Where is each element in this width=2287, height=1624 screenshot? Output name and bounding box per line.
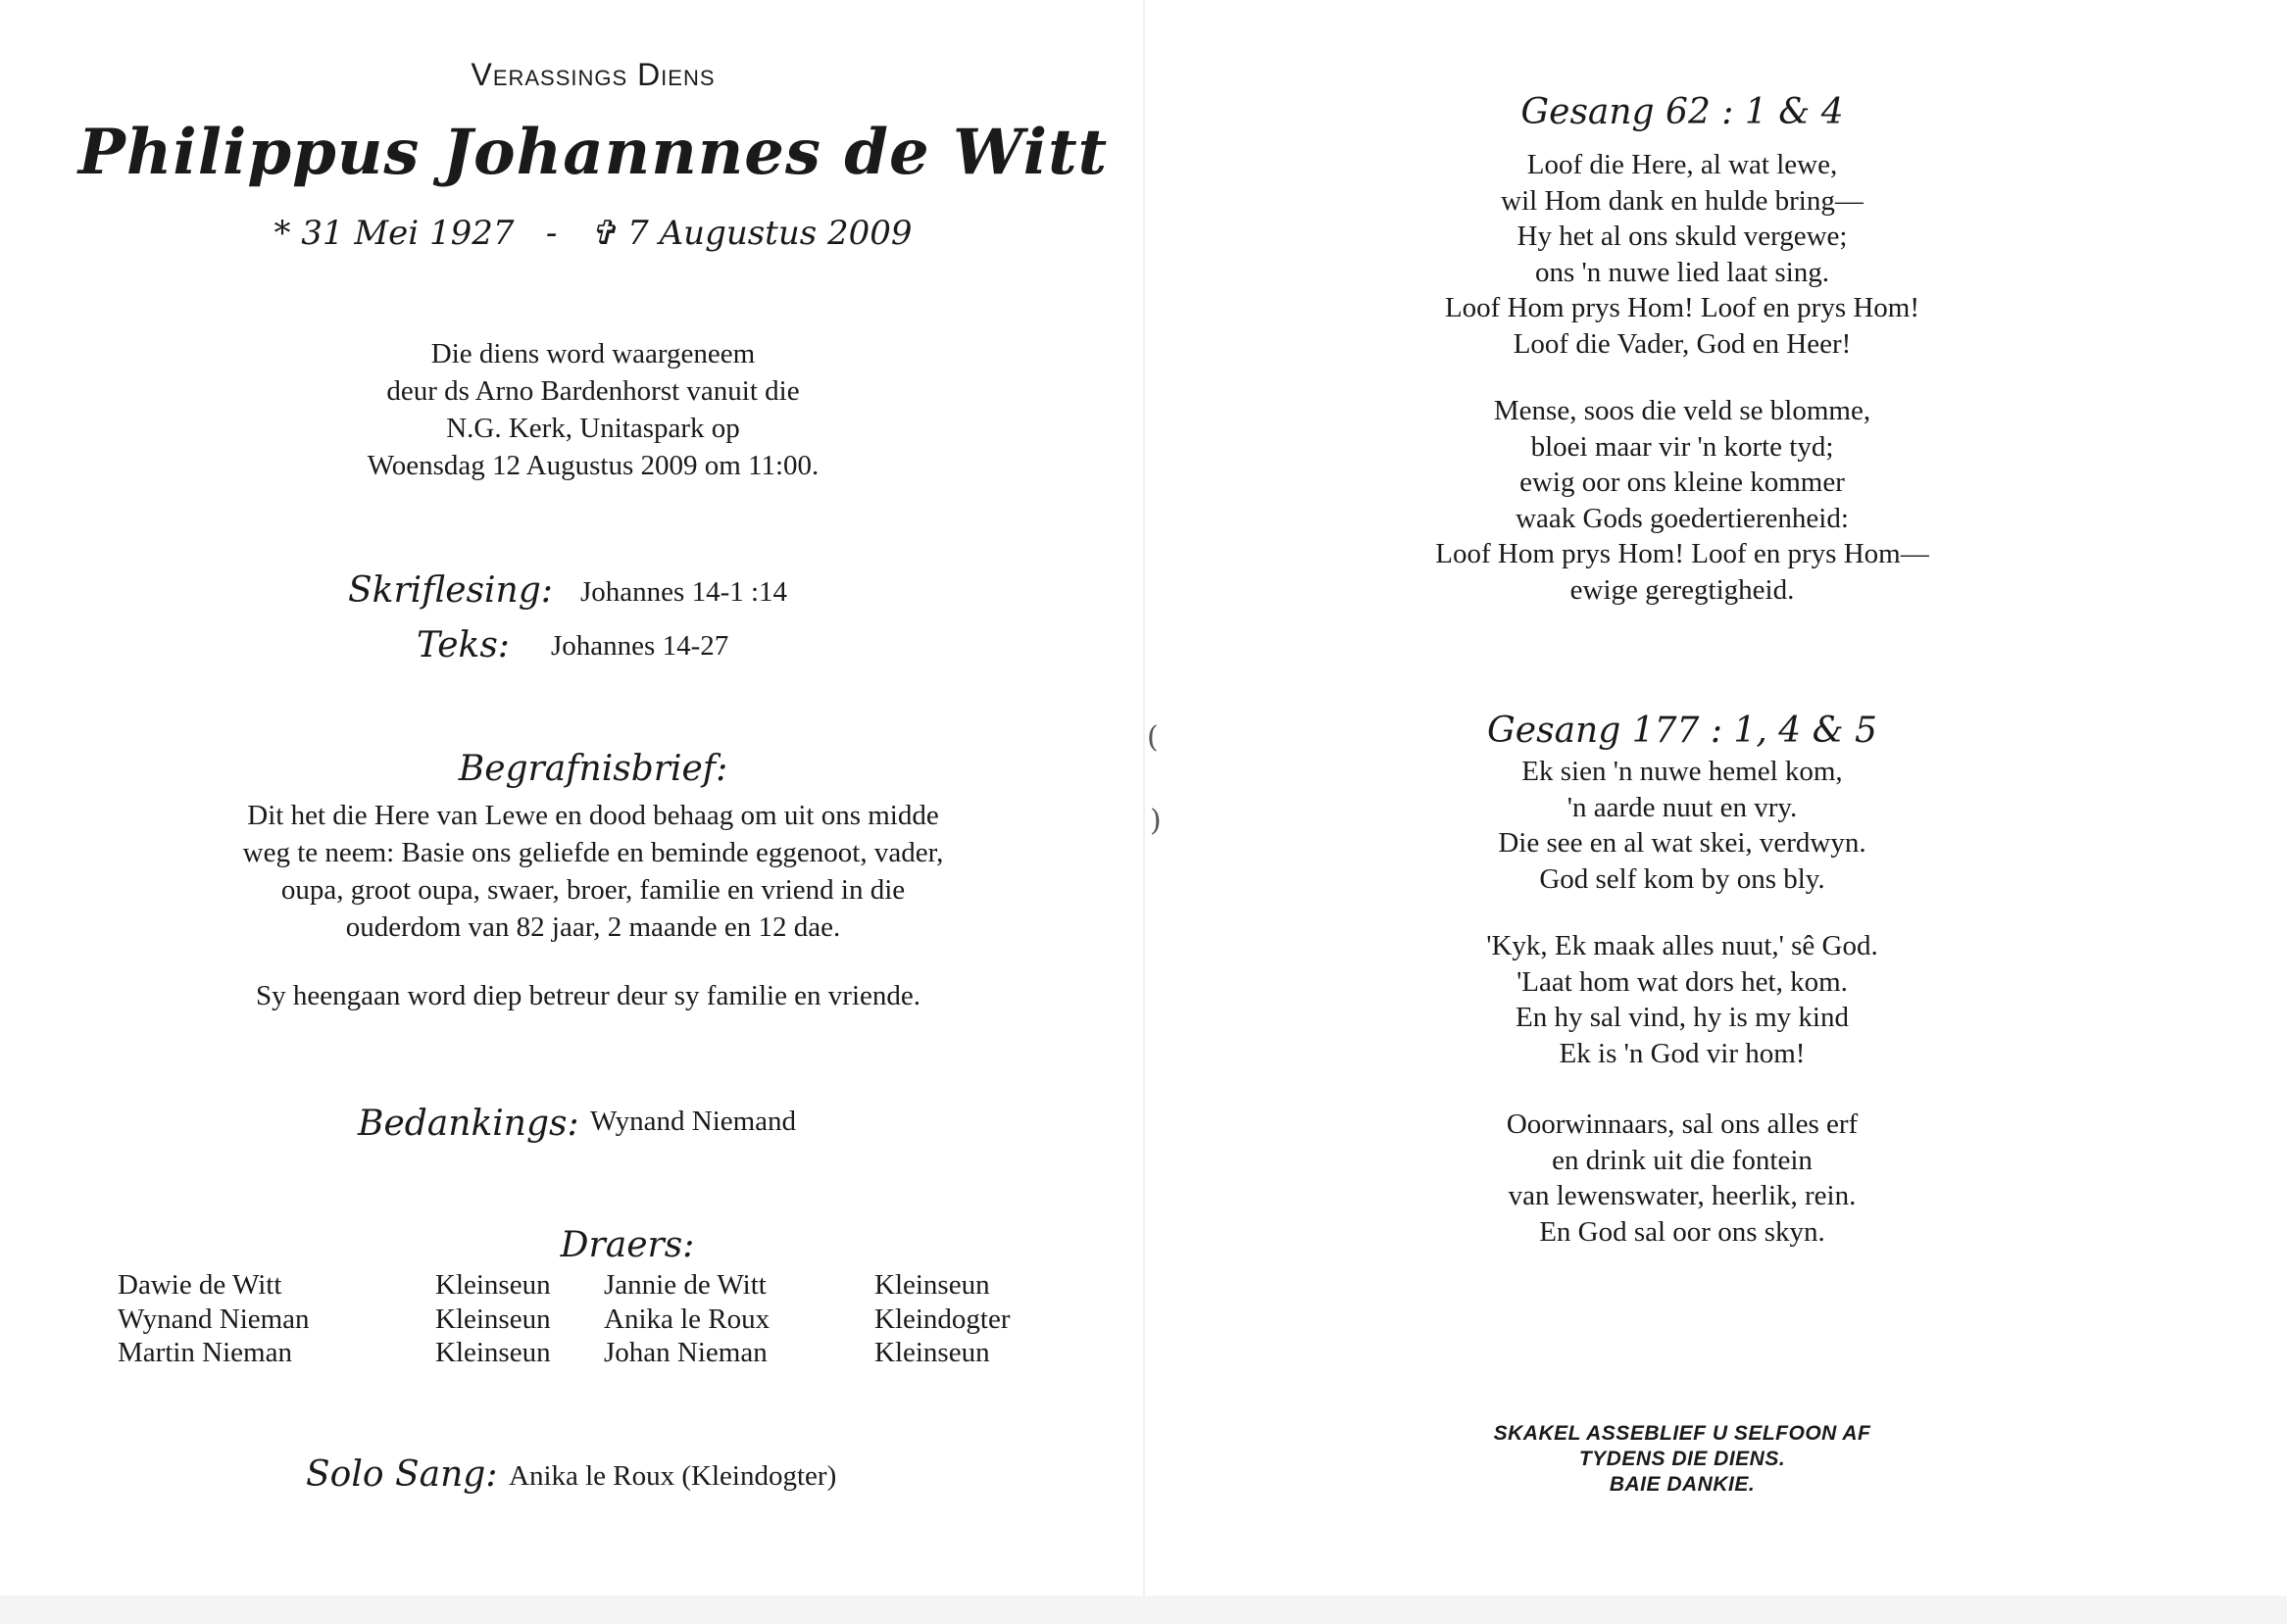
verse-line: Ek is 'n God vir hom! (1559, 1037, 1806, 1069)
death-date: 7 Augustus 2009 (627, 214, 913, 253)
verse-line: God self kom by ons bly. (1539, 862, 1825, 895)
notice-line: TYDENS DIE DIENS. (1578, 1448, 1786, 1470)
verse-line: van lewenswater, heerlik, rein. (1508, 1180, 1857, 1211)
reading-value: Johannes 14-1 :14 (580, 576, 788, 608)
birth-date: 31 Mei 1927 (301, 214, 515, 253)
notice-line: BAIE DANKIE. (1609, 1473, 1756, 1496)
verse-line: En God sal oor ons skyn. (1539, 1215, 1825, 1248)
solo-label: Solo Sang: (306, 1454, 498, 1495)
hymn2-verse2 (1143, 928, 2221, 1071)
hymn2-title: Gesang 177 : 1, 4 & 5 (1487, 711, 1877, 751)
bearer-name: Dawie de Witt (118, 1269, 282, 1301)
bearers-heading: Draers: (560, 1225, 695, 1265)
verse-line: en drink uit die fontein (1552, 1144, 1813, 1176)
service-info (0, 335, 1186, 484)
hymn2-verse3 (1143, 1107, 2221, 1250)
burial-letter-closing: Sy heengaan word diep betreur deur sy familie en vriende. (255, 980, 921, 1011)
bearers-names-col2 (604, 1268, 770, 1370)
bearer-role: Kleinseun (435, 1269, 551, 1301)
bearer-name: Johan Nieman (604, 1337, 768, 1368)
cross-icon: ✞ (588, 214, 618, 253)
service-info-line: N.G. Kerk, Unitaspark op (446, 413, 740, 444)
text-value: Johannes 14-27 (551, 630, 729, 662)
hymn2-verse1 (1143, 754, 2221, 897)
burial-letter-line: Dit het die Here van Lewe en dood behaag om uit ons midde (247, 800, 939, 831)
verse-line: 'Kyk, Ek maak alles nuut,' sê God. (1486, 930, 1878, 961)
verse-line: Loof die Vader, God en Heer! (1513, 327, 1852, 360)
bearer-name: Anika le Roux (604, 1303, 771, 1335)
notice-line: SKAKEL ASSEBLIEF U SELFOON AF (1493, 1422, 1871, 1445)
bearer-role: Kleinseun (874, 1269, 990, 1301)
verse-line: 'n aarde nuut en vry. (1566, 791, 1798, 823)
binding-mark: ) (1150, 804, 1162, 838)
bearer-name: Wynand Nieman (118, 1303, 310, 1335)
verse-line: ewige geregtigheid. (1569, 573, 1795, 606)
verse-line: Loof die Here, al wat lewe, (1526, 149, 1838, 180)
hymn1-verse1 (1143, 147, 2221, 362)
bearers-roles-col1 (435, 1268, 551, 1370)
binding-mark: ( (1147, 720, 1159, 755)
verse-line: Ooorwinnaars, sal ons alles erf (1506, 1108, 1859, 1140)
bearers-roles-col2 (874, 1268, 1011, 1370)
verse-line: wil Hom dank en hulde bring— (1501, 184, 1864, 217)
service-info-line: Die diens word waargeneem (430, 338, 756, 369)
cellphone-notice (1143, 1421, 2221, 1498)
reading-label: Skriflesing: (348, 570, 553, 611)
bearers-table (0, 1268, 1143, 1376)
verse-line: ewig oor ons kleine kommer (1519, 467, 1845, 498)
verse-line: ons 'n nuwe lied laat sing. (1534, 256, 1829, 288)
bearer-name: Jannie de Witt (604, 1269, 767, 1301)
thanks-value: Wynand Niemand (590, 1106, 797, 1137)
service-info-line: Woensdag 12 Augustus 2009 om 11:00. (367, 450, 820, 481)
verse-line: Mense, soos die veld se blomme, (1493, 395, 1871, 426)
bearer-role: Kleinseun (435, 1337, 551, 1368)
right-page (1143, 0, 2287, 1624)
verse-line: Hy het al ons skuld vergewe; (1516, 221, 1848, 252)
burial-letter-line: ouderdom van 82 jaar, 2 maande en 12 dae. (345, 911, 841, 943)
bearer-name: Martin Nieman (118, 1337, 292, 1368)
service-info-line: deur ds Arno Bardenhorst vanuit die (386, 375, 800, 407)
left-page (0, 0, 1143, 1624)
date-separator: - (545, 214, 558, 253)
bearer-role: Kleinseun (435, 1303, 551, 1335)
bearer-role: Kleinseun (874, 1337, 990, 1368)
verse-line: bloei maar vir 'n korte tyd; (1530, 430, 1834, 463)
burial-letter-line: oupa, groot oupa, swaer, broer, familie en vriend in die (280, 874, 906, 906)
verse-line: waak Gods goedertierenheid: (1516, 502, 1849, 534)
deceased-name: Philippus Johannnes de Witt (77, 116, 1109, 189)
verse-line: 'Laat hom wat dors het, kom. (1516, 965, 1848, 998)
solo-value: Anika le Roux (Kleindogter) (509, 1460, 837, 1492)
star-icon: * (273, 214, 291, 253)
thanks-label: Bedankings: (358, 1104, 579, 1144)
bearer-role: Kleindogter (874, 1303, 1011, 1335)
burial-letter-text (0, 797, 1186, 946)
life-dates (0, 214, 1186, 253)
verse-line: Loof Hom prys Hom! Loof en prys Hom! (1444, 292, 1920, 323)
verse-line: Die see en al wat skei, verdwyn. (1498, 827, 1866, 859)
hymn1-verse2 (1143, 393, 2221, 608)
verse-line: En hy sal vind, hy is my kind (1516, 1002, 1849, 1033)
verse-line: Loof Hom prys Hom! Loof en prys Hom— (1435, 538, 1929, 569)
hymn1-title: Gesang 62 : 1 & 4 (1520, 92, 1844, 132)
burial-letter-heading: Begrafnisbrief: (458, 749, 728, 789)
burial-letter-line: weg te neem: Basie ons geliefde en beminde eggenoot, vader, (242, 837, 944, 868)
text-label: Teks: (417, 625, 510, 665)
service-title: Verassings Diens (471, 57, 716, 92)
verse-line: Ek sien 'n nuwe hemel kom, (1521, 756, 1843, 787)
bearers-names-col1 (118, 1268, 310, 1370)
